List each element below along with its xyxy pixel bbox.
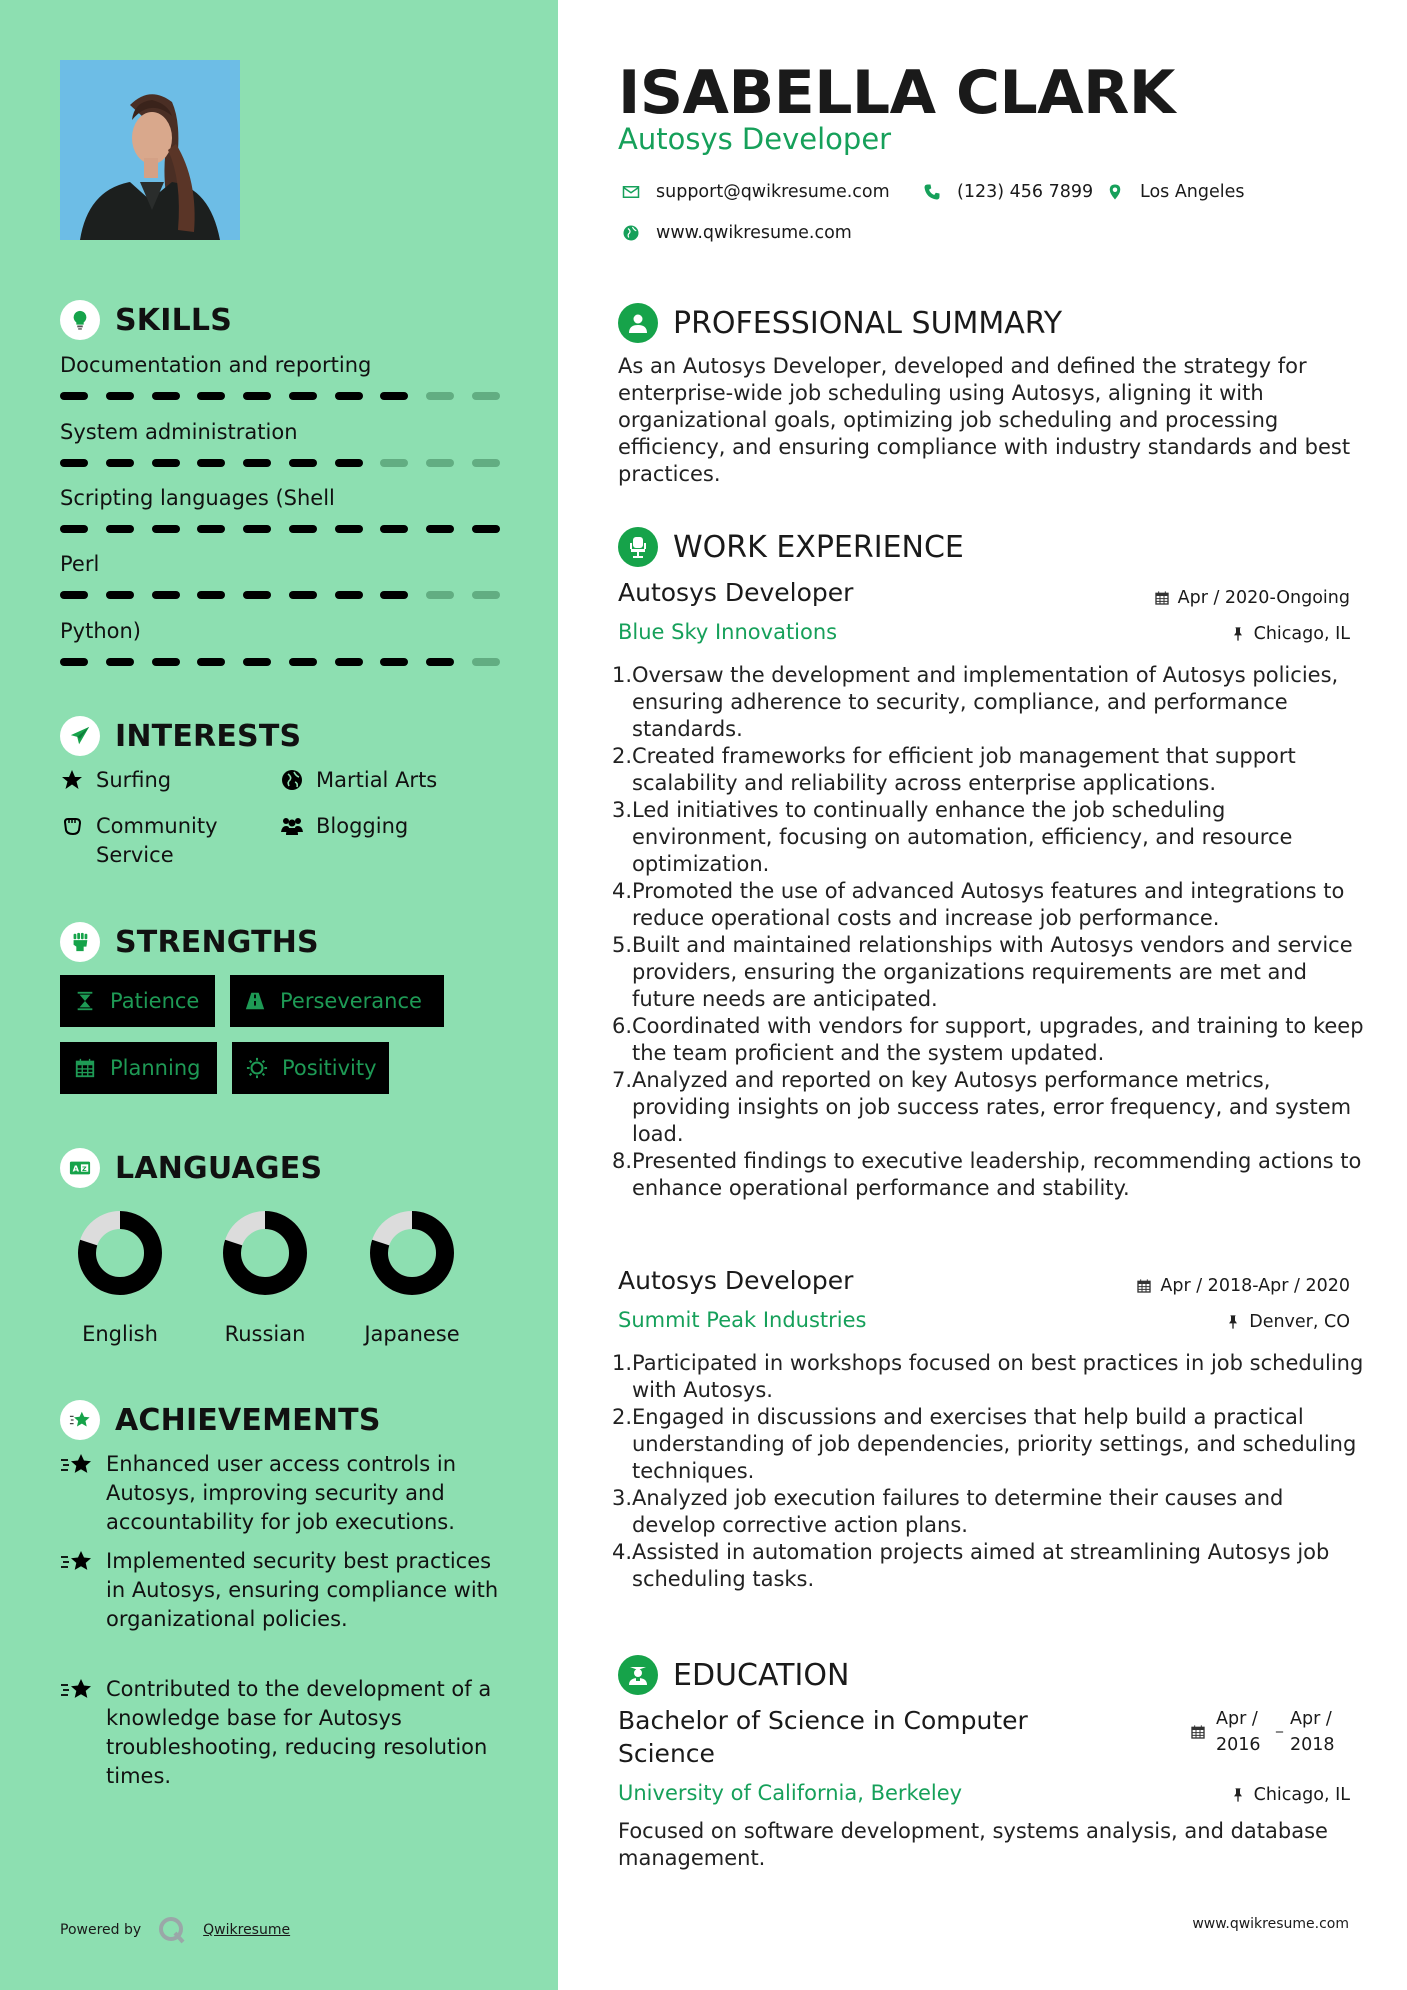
pushpin-icon	[1225, 1314, 1241, 1330]
calendar-icon	[74, 1057, 96, 1079]
sidebar	[0, 0, 558, 1990]
skill-rating-bar	[60, 392, 500, 400]
skill-dash-filled	[60, 459, 88, 467]
duty-text: Engaged in discussions and exercises that help build a practical understanding of job dependencies, priority settings, and scheduling techniques.	[632, 1405, 1357, 1483]
duty-number: 3.	[611, 798, 632, 822]
main-content	[558, 0, 1407, 1990]
skill-dash-filled	[106, 591, 134, 599]
duty-text: Analyzed job execution failures to determine their causes and develop corrective action plans.	[632, 1486, 1284, 1537]
degree-title: Bachelor of Science in Computer Science	[618, 1706, 1028, 1768]
users-icon	[280, 814, 304, 838]
job-title: Autosys Developer	[618, 578, 854, 607]
duty-item	[610, 1539, 1370, 1593]
school-name: University of California, Berkeley	[618, 1781, 963, 1805]
education-dates	[1190, 1706, 1350, 1758]
website-text: www.qwikresume.com	[656, 223, 852, 243]
duty-item	[610, 743, 1370, 797]
duty-number: 5.	[611, 933, 632, 957]
hourglass-icon	[74, 990, 96, 1012]
strength-label: Positivity	[282, 1056, 377, 1080]
skill-dash-filled	[60, 591, 88, 599]
interests-heading	[60, 716, 301, 756]
job-location	[1225, 1312, 1350, 1332]
svg-text:A: A	[72, 1163, 80, 1174]
office-chair-icon	[618, 527, 658, 567]
strength-label: Planning	[110, 1056, 201, 1080]
contact-website[interactable]	[622, 223, 852, 243]
profile-photo	[60, 60, 240, 240]
skill-dash-filled	[335, 591, 363, 599]
duty-text: Assisted in automation projects aimed at streamlining Autosys job scheduling tasks.	[632, 1540, 1330, 1591]
language-item	[50, 1210, 190, 1346]
education-location	[1230, 1785, 1350, 1805]
skill-dash-filled	[152, 525, 180, 533]
contact-location	[1106, 182, 1245, 202]
education-title: EDUCATION	[673, 1657, 850, 1693]
skill-dash-filled	[289, 525, 317, 533]
skill-dash-filled	[106, 525, 134, 533]
duty-text: Led initiatives to continually enhance the job scheduling environment, focusing on automation, efficiency, and resource optimization.	[632, 798, 1293, 876]
phone-icon	[923, 183, 941, 201]
skill-dash-empty	[426, 392, 454, 400]
job-duties-list	[610, 662, 1370, 1202]
globe-icon	[280, 768, 304, 792]
language-item	[342, 1210, 482, 1346]
globe-icon	[622, 224, 640, 242]
skill-dash-empty	[472, 392, 500, 400]
skill-dash-filled	[152, 591, 180, 599]
education-heading	[618, 1655, 849, 1695]
achievement-text: Implemented security best practices in Autosys, ensuring compliance with organizational policies.	[106, 1549, 499, 1631]
skill-dash-filled	[289, 459, 317, 467]
duty-item	[610, 1013, 1370, 1067]
achievement-item	[60, 1675, 510, 1791]
skill-dash-empty	[426, 459, 454, 467]
end-year: 2018	[1290, 1735, 1335, 1755]
skill-dash-filled	[472, 525, 500, 533]
duty-item	[610, 1404, 1370, 1485]
achievements-title: ACHIEVEMENTS	[115, 1402, 381, 1438]
experience-heading	[618, 527, 964, 567]
skill-dash-filled	[60, 525, 88, 533]
interest-item	[280, 766, 437, 795]
job-company: Blue Sky Innovations	[618, 620, 838, 644]
star-badge-icon	[60, 1452, 94, 1478]
skill-dash-empty	[472, 658, 500, 666]
education-description: Focused on software development, systems analysis, and database management.	[618, 1819, 1328, 1870]
interest-label: Community Service	[96, 814, 218, 867]
person-photo-icon	[60, 60, 240, 240]
skills-title: SKILLS	[115, 302, 233, 338]
duty-number: 3.	[611, 1486, 632, 1510]
languages-heading	[60, 1148, 322, 1188]
language-proficiency-donut	[77, 1210, 163, 1296]
contact-email[interactable]	[622, 182, 890, 202]
job-dates	[1154, 588, 1350, 608]
skill-dash-filled	[152, 459, 180, 467]
fist-icon	[60, 922, 100, 962]
lightbulb-icon	[60, 300, 100, 340]
duty-item	[610, 797, 1370, 878]
skill-name: System administration	[60, 420, 298, 444]
experience-title: WORK EXPERIENCE	[673, 529, 964, 565]
skill-dash-filled	[289, 591, 317, 599]
star-badge-icon	[60, 1677, 94, 1703]
candidate-role: Autosys Developer	[618, 122, 892, 156]
interest-item	[280, 812, 408, 841]
duty-text: Promoted the use of advanced Autosys features and integrations to reduce operational costs and increase job performance.	[632, 879, 1345, 930]
achievement-text: Enhanced user access controls in Autosys, improving security and accountability for job executions.	[106, 1452, 457, 1534]
achievements-heading	[60, 1400, 381, 1440]
job-title: Autosys Developer	[618, 1266, 854, 1295]
language-label: English	[82, 1322, 158, 1346]
duty-item	[610, 1350, 1370, 1404]
strength-tag	[230, 975, 444, 1027]
job-dates-text: Apr / 2020-Ongoing	[1177, 588, 1350, 608]
translate-icon	[60, 1148, 100, 1188]
job-dates	[1136, 1276, 1350, 1296]
calendar-icon	[1190, 1724, 1206, 1740]
star-badge-icon	[60, 1400, 100, 1440]
skill-dash-filled	[380, 392, 408, 400]
location-text: Los Angeles	[1140, 182, 1245, 202]
phone-text: (123) 456 7899	[957, 182, 1094, 202]
powered-by-label: Powered by	[60, 1922, 142, 1938]
summary-text: As an Autosys Developer, developed and defined the strategy for enterprise-wide job scheduling using Autosys, aligning it with organizational goals, optimizing job scheduling and processing efficiency, and ensuring compliance with industry standards and best practices.	[618, 354, 1351, 486]
job-location-text: Denver, CO	[1249, 1312, 1350, 1332]
strength-tag	[232, 1042, 389, 1094]
skill-name: Perl	[60, 552, 100, 576]
skill-dash-filled	[426, 525, 454, 533]
skill-dash-filled	[197, 525, 225, 533]
sun-icon	[246, 1057, 268, 1079]
paper-plane-icon	[60, 716, 100, 756]
skill-dash-filled	[289, 658, 317, 666]
calendar-icon	[1154, 590, 1170, 606]
powered-by	[60, 1915, 290, 1945]
interest-label: Blogging	[316, 814, 409, 838]
skill-dash-filled	[243, 525, 271, 533]
skill-dash-empty	[472, 459, 500, 467]
skill-dash-filled	[152, 392, 180, 400]
skill-item	[60, 551, 500, 599]
education-location-text: Chicago, IL	[1253, 1785, 1350, 1805]
star-badge-icon	[60, 1549, 94, 1575]
skill-dash-filled	[243, 591, 271, 599]
strength-label: Patience	[110, 989, 200, 1013]
qwikresume-logo-icon	[157, 1915, 187, 1945]
duty-number: 1.	[611, 663, 632, 687]
skill-dash-filled	[380, 591, 408, 599]
achievement-text: Contributed to the development of a knowledge base for Autosys troubleshooting, reducing resolution times.	[106, 1677, 492, 1788]
skill-rating-bar	[60, 525, 500, 533]
duty-item	[610, 662, 1370, 743]
language-label: Japanese	[364, 1322, 460, 1346]
job-dates-text: Apr / 2018-Apr / 2020	[1160, 1276, 1350, 1296]
skill-dash-filled	[335, 525, 363, 533]
pushpin-icon	[1230, 1787, 1246, 1803]
duty-text: Oversaw the development and implementation of Autosys policies, ensuring adherence to security, compliance, and performance standards.	[632, 663, 1339, 741]
interest-item	[60, 766, 171, 795]
skill-dash-filled	[289, 392, 317, 400]
contact-phone[interactable]	[923, 182, 1093, 202]
duty-number: 2.	[611, 744, 632, 768]
start-month: Apr /	[1216, 1709, 1258, 1729]
duty-text: Built and maintained relationships with Autosys vendors and service providers, ensuring the organizations requirements are met and future needs are anticipated.	[632, 933, 1353, 1011]
skill-dash-filled	[380, 525, 408, 533]
email-text: support@qwikresume.com	[656, 182, 890, 202]
language-proficiency-donut	[222, 1210, 308, 1296]
skill-item	[60, 618, 500, 666]
achievement-item	[60, 1547, 510, 1634]
strength-tag	[60, 975, 215, 1027]
qwikresume-link[interactable]: Qwikresume	[203, 1922, 291, 1938]
duty-number: 7.	[611, 1068, 632, 1092]
road-icon	[244, 990, 266, 1012]
strengths-heading	[60, 922, 319, 962]
svg-text:Z: Z	[82, 1164, 87, 1173]
date-separator: _	[1276, 1717, 1283, 1733]
footer-website-link[interactable]: www.qwikresume.com	[1192, 1916, 1349, 1932]
skill-dash-filled	[335, 459, 363, 467]
education-start-date	[1216, 1706, 1276, 1758]
strengths-title: STRENGTHS	[115, 924, 319, 960]
skill-item	[60, 485, 500, 533]
skill-dash-filled	[60, 658, 88, 666]
strength-tag	[60, 1042, 217, 1094]
skill-dash-filled	[335, 392, 363, 400]
map-pin-icon	[1106, 183, 1124, 201]
duty-number: 2.	[611, 1405, 632, 1429]
skill-rating-bar	[60, 591, 500, 599]
skill-dash-filled	[243, 392, 271, 400]
end-month: Apr /	[1290, 1709, 1332, 1729]
achievement-item	[60, 1450, 510, 1537]
duty-text: Coordinated with vendors for support, upgrades, and training to keep the team proficient and the system updated.	[632, 1014, 1364, 1065]
interest-item	[60, 812, 260, 870]
skills-heading	[60, 300, 232, 340]
skill-dash-filled	[197, 392, 225, 400]
duty-item	[610, 878, 1370, 932]
duty-item	[610, 932, 1370, 1013]
calendar-icon	[1136, 1278, 1152, 1294]
skill-dash-filled	[380, 658, 408, 666]
skill-dash-filled	[106, 392, 134, 400]
job-duties-list	[610, 1350, 1370, 1593]
duty-text: Analyzed and reported on key Autosys performance metrics, providing insights on job success rates, error frequency, and system load.	[632, 1068, 1352, 1146]
skill-dash-filled	[197, 459, 225, 467]
envelope-icon	[622, 183, 640, 201]
hand-icon	[60, 814, 84, 838]
summary-heading	[618, 303, 1062, 343]
skill-dash-filled	[426, 658, 454, 666]
duty-number: 1.	[611, 1351, 632, 1375]
duty-text: Presented findings to executive leadership, recommending actions to enhance operational performance and stability.	[632, 1149, 1362, 1200]
skill-rating-bar	[60, 658, 500, 666]
job-location	[1230, 624, 1350, 644]
skill-rating-bar	[60, 459, 500, 467]
duty-item	[610, 1148, 1370, 1202]
start-year: 2016	[1216, 1735, 1261, 1755]
skill-name: Documentation and reporting	[60, 353, 372, 377]
skill-item	[60, 419, 500, 467]
language-proficiency-donut	[369, 1210, 455, 1296]
duty-item	[610, 1067, 1370, 1148]
job-location-text: Chicago, IL	[1253, 624, 1350, 644]
skill-dash-filled	[243, 658, 271, 666]
duty-number: 4.	[611, 1540, 632, 1564]
skill-dash-filled	[197, 591, 225, 599]
duty-number: 4.	[611, 879, 632, 903]
duty-text: Created frameworks for efficient job management that support scalability and reliability across enterprise applications.	[632, 744, 1296, 795]
graduate-icon	[618, 1655, 658, 1695]
language-label: Russian	[224, 1322, 306, 1346]
skill-dash-empty	[426, 591, 454, 599]
education-end-date	[1290, 1706, 1350, 1758]
language-item	[195, 1210, 335, 1346]
skill-dash-empty	[380, 459, 408, 467]
duty-number: 6.	[611, 1014, 632, 1038]
strength-label: Perseverance	[280, 989, 422, 1013]
summary-title: PROFESSIONAL SUMMARY	[673, 305, 1063, 341]
interests-title: INTERESTS	[115, 718, 302, 754]
skill-dash-filled	[243, 459, 271, 467]
interest-label: Martial Arts	[316, 768, 438, 792]
user-icon	[618, 303, 658, 343]
skill-dash-empty	[472, 591, 500, 599]
duty-number: 8.	[611, 1149, 632, 1173]
duty-text: Participated in workshops focused on best practices in job scheduling with Autosys.	[632, 1351, 1364, 1402]
skill-dash-filled	[197, 658, 225, 666]
star-icon	[60, 768, 84, 792]
skill-dash-filled	[152, 658, 180, 666]
skill-dash-filled	[60, 392, 88, 400]
pushpin-icon	[1230, 626, 1246, 642]
languages-title: LANGUAGES	[115, 1150, 323, 1186]
interest-label: Surfing	[96, 768, 172, 792]
skill-dash-filled	[106, 658, 134, 666]
job-company: Summit Peak Industries	[618, 1308, 867, 1332]
skill-name: Scripting languages (Shell	[60, 486, 335, 510]
skill-dash-filled	[106, 459, 134, 467]
candidate-name: ISABELLA CLARK	[618, 58, 1175, 128]
skill-name: Python)	[60, 619, 141, 643]
skill-dash-filled	[335, 658, 363, 666]
skill-item	[60, 352, 500, 400]
duty-item	[610, 1485, 1370, 1539]
